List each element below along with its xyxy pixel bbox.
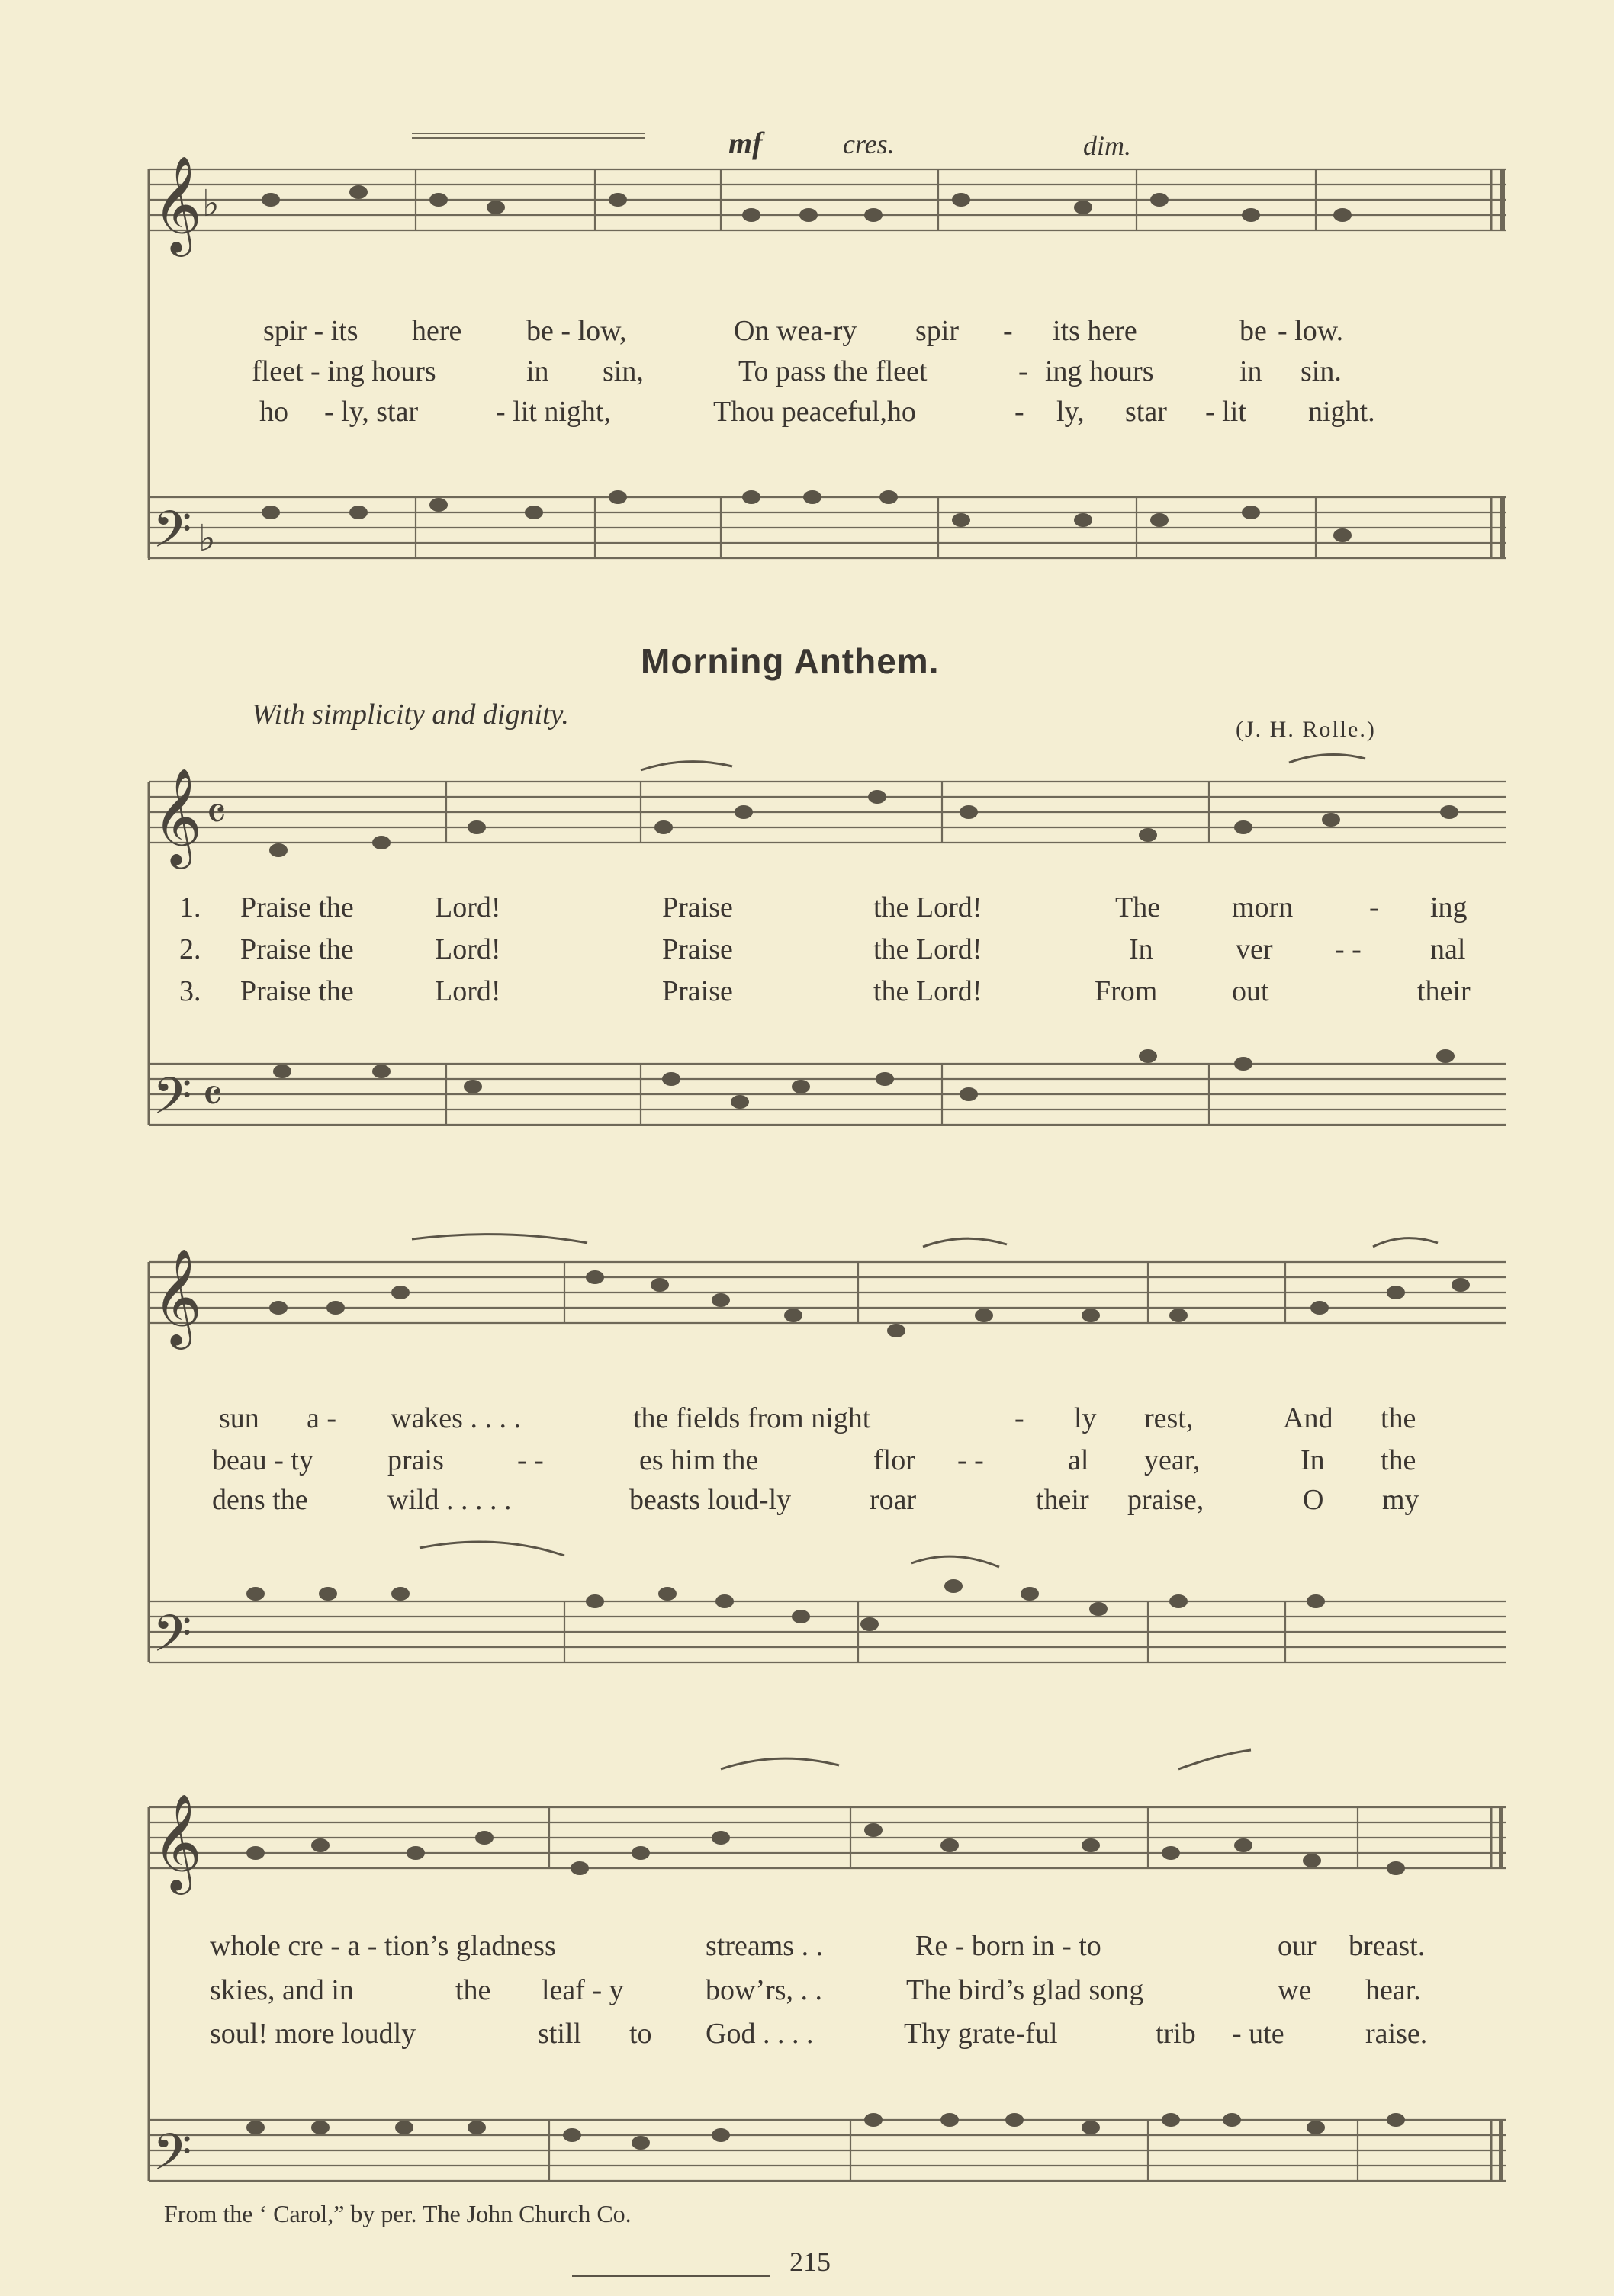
anthem-system2-treble <box>149 1262 1506 1323</box>
anthem-system3-bass <box>149 2120 1506 2181</box>
lyric: rest, <box>1144 1402 1194 1434</box>
lyric: wakes . . . . <box>391 1402 521 1434</box>
lyric: raise. <box>1365 2018 1428 2050</box>
lyric: In <box>1129 933 1153 965</box>
lyric: - ute <box>1232 2018 1284 2050</box>
lyric: al <box>1068 1444 1089 1476</box>
lyric: - <box>1014 1402 1024 1434</box>
lyric: flor <box>873 1444 915 1476</box>
lyric: in <box>526 355 549 387</box>
dynamic-dim: dim. <box>1083 130 1131 161</box>
top-bass-staff <box>149 497 1506 558</box>
lyric: streams . . <box>706 1930 824 1962</box>
lyric: Praise <box>662 933 733 965</box>
lyric: dens the <box>212 1484 308 1516</box>
lyric: the Lord! <box>873 933 982 965</box>
dynamic-cres: cres. <box>843 129 895 159</box>
lyric: morn <box>1232 891 1294 923</box>
lyric: the <box>455 1974 491 2006</box>
lyric: Lord! <box>435 891 501 923</box>
lyric: hear. <box>1365 1974 1421 2006</box>
lyric: ho <box>259 396 288 428</box>
lyric: nal <box>1430 933 1466 965</box>
lyric: spir - its <box>263 315 358 347</box>
lyric: The bird’s glad song <box>906 1974 1144 2006</box>
lyric: Thy grate-ful <box>904 2018 1058 2050</box>
bass-clef-icon: 𝄢 <box>153 1604 192 1675</box>
lyric: - <box>1018 355 1028 387</box>
lyric: bow’rs, . . <box>706 1974 823 2006</box>
lyric: soul! more loudly <box>210 2018 416 2050</box>
verse-number: 1. <box>179 891 201 923</box>
lyric: - ly, star <box>324 396 419 428</box>
lyric: beau - ty <box>212 1444 313 1476</box>
lyric: to <box>629 2018 652 2050</box>
lyric: a - <box>307 1402 337 1434</box>
lyric: ly <box>1074 1402 1097 1434</box>
publisher-credit: From the ‘ Carol,” by per. The John Church Co. <box>164 2200 632 2227</box>
lyric: here <box>412 315 462 347</box>
lyric: From <box>1095 975 1158 1007</box>
lyric: O <box>1303 1484 1324 1516</box>
verse-number: 2. <box>179 933 201 965</box>
lyric: our <box>1278 1930 1317 1962</box>
lyric: sin, <box>603 355 644 387</box>
verse-number: 3. <box>179 975 201 1007</box>
lyric: Praise the <box>240 933 354 965</box>
lyric: wild . . . . . <box>387 1484 512 1516</box>
lyric: their <box>1417 975 1471 1007</box>
lyric: - <box>1369 891 1379 923</box>
lyric: whole cre - a - tion’s gladness <box>210 1930 556 1962</box>
lyric: On wea-ry <box>734 315 857 347</box>
page-number: 215 <box>789 2246 831 2277</box>
lyric: ing hours <box>1045 355 1154 387</box>
lyric: we <box>1278 1974 1312 2006</box>
svg-text:𝄴: 𝄴 <box>206 788 227 841</box>
lyric: be <box>1239 315 1267 347</box>
anthem-system1-treble <box>149 782 1506 843</box>
treble-clef-icon: 𝄞 <box>153 767 203 865</box>
lyric: still <box>538 2018 582 2050</box>
lyric: Thou peaceful,ho <box>713 396 916 428</box>
lyric: star <box>1125 396 1167 428</box>
bass-clef-icon: 𝄢 <box>153 1067 192 1138</box>
dynamic-mf: mf <box>728 126 763 160</box>
top-treble-staff <box>149 169 1506 230</box>
lyric: sin. <box>1301 355 1342 387</box>
bass-clef-icon: 𝄢 <box>153 2123 192 2194</box>
lyric: Lord! <box>435 933 501 965</box>
lyric: To pass the fleet <box>738 355 928 387</box>
bass-clef-icon: 𝄢 <box>153 500 192 571</box>
anthem-title: Morning Anthem. <box>641 641 940 681</box>
lyric: breast. <box>1349 1930 1426 1962</box>
lyric: ver <box>1236 933 1273 965</box>
svg-text:♭: ♭ <box>198 517 216 560</box>
anthem-system2-bass <box>149 1601 1506 1662</box>
lyric: beasts loud-ly <box>629 1484 792 1516</box>
lyric: God . . . . <box>706 2018 814 2050</box>
lyric: the <box>1381 1402 1416 1434</box>
lyric: And <box>1283 1402 1333 1434</box>
treble-clef-icon: 𝄞 <box>153 155 203 252</box>
lyric: - <box>1014 396 1024 428</box>
svg-text:𝄴: 𝄴 <box>202 1070 223 1123</box>
treble-clef-icon: 𝄞 <box>153 1793 203 1890</box>
composer-credit: (J. H. Rolle.) <box>1236 717 1376 742</box>
lyric: - - <box>957 1444 984 1476</box>
lyric: - low. <box>1278 315 1344 347</box>
lyric: night. <box>1308 396 1375 428</box>
lyric: Praise <box>662 975 733 1007</box>
lyric: Lord! <box>435 975 501 1007</box>
anthem-system1-bass <box>149 1064 1506 1125</box>
lyric: Praise <box>662 891 733 923</box>
svg-text:♭: ♭ <box>202 182 220 225</box>
lyric: year, <box>1144 1444 1201 1476</box>
lyric: roar <box>870 1484 917 1516</box>
lyric: trib <box>1156 2018 1196 2050</box>
lyric: the fields from night <box>633 1402 871 1434</box>
lyric: - - <box>1335 933 1362 965</box>
lyric: sun <box>219 1402 259 1434</box>
lyric: its here <box>1053 315 1137 347</box>
lyric: - lit <box>1205 396 1246 428</box>
lyric: the Lord! <box>873 891 982 923</box>
lyric: - - <box>517 1444 544 1476</box>
lyric: - <box>1003 315 1013 347</box>
lyric: ing <box>1430 891 1468 923</box>
lyric: Re - born in - to <box>915 1930 1101 1962</box>
lyric: praise, <box>1127 1484 1204 1516</box>
treble-clef-icon: 𝄞 <box>153 1248 203 1345</box>
lyric: the Lord! <box>873 975 982 1007</box>
lyric: In <box>1301 1444 1325 1476</box>
lyric: Praise the <box>240 891 354 923</box>
lyric: out <box>1232 975 1269 1007</box>
lyric: their <box>1036 1484 1089 1516</box>
lyric: be - low, <box>526 315 627 347</box>
lyric: in <box>1239 355 1262 387</box>
lyric: spir <box>915 315 959 347</box>
lyric: my <box>1382 1484 1419 1516</box>
lyric: the <box>1381 1444 1416 1476</box>
lyric: prais <box>387 1444 444 1476</box>
lyric: fleet - ing hours <box>252 355 436 387</box>
lyric: - lit night, <box>496 396 611 428</box>
lyric: skies, and in <box>210 1974 354 2006</box>
lyric: Praise the <box>240 975 354 1007</box>
lyric: The <box>1115 891 1161 923</box>
lyric: leaf - y <box>542 1974 624 2006</box>
lyric: ly, <box>1056 396 1085 428</box>
anthem-system3-treble <box>149 1807 1506 1868</box>
tempo-marking: With simplicity and dignity. <box>252 698 569 731</box>
lyric: es him the <box>639 1444 759 1476</box>
